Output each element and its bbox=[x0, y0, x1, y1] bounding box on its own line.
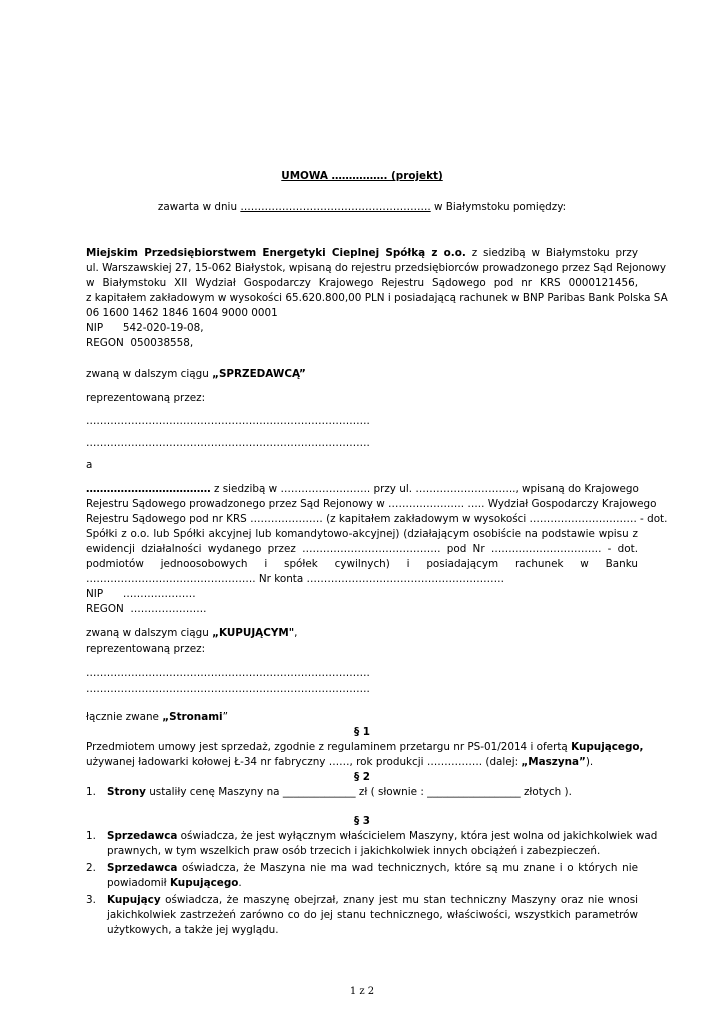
buyer-line-5: ewidencji działalności wydanego przez …………………………………. pod Nr ………………………….. - dot. bbox=[86, 543, 638, 555]
section-3-item-1-line-2: prawnych, w tym wszelkich praw osób trzecich i jakichkolwiek innych obciążeń i zabezpieczeń. bbox=[107, 845, 601, 857]
section-3-item-2-line-1: Sprzedawca oświadcza, że Maszyna nie ma wad technicznych, które są mu znane i o których nie bbox=[107, 862, 638, 874]
buyer-line-2: Rejestru Sądowego prowadzonego przez Sąd Rejonowy w …………………. ….. Wydział Gospodarczy Krajowego bbox=[86, 498, 657, 510]
buyer-line-7: …………………………………………. Nr konta ………………………………………………… bbox=[86, 573, 504, 585]
conjunction-a: a bbox=[86, 459, 93, 471]
representative-dots-1: ………………………………………………………………………. bbox=[86, 415, 370, 427]
seller-line-1: Miejskim Przedsiębiorstwem Energetyki Cieplnej Spółką z o.o. z siedzibą w Białymstoku przy bbox=[86, 247, 639, 259]
seller-alias-name: „SPRZEDAWCĄ” bbox=[212, 368, 306, 380]
section-3-item-3-line-3: użytkowych, a także jej wyglądu. bbox=[107, 924, 279, 936]
buyer-line-3: Rejestru Sądowego pod nr KRS ………………… (z kapitałem zakładowym w wysokości …………………………. - dot. bbox=[86, 513, 668, 525]
section-3-item-3-line-1: Kupujący oświadcza, że maszynę obejrzał, znany jest mu stan techniczny Maszyny oraz nie wnosi bbox=[107, 894, 638, 906]
buyer-line-1: ……………………………… z siedzibą w …………………….. przy ul. ……………………….., wpisaną do Krajowego bbox=[86, 483, 639, 495]
section-3-item-3-number: 3. bbox=[86, 894, 96, 906]
section-3-item-2-number: 2. bbox=[86, 862, 96, 874]
buyer-alias: zwaną w dalszym ciągu „KUPUJĄCYM", bbox=[86, 627, 298, 639]
seller-account: 06 1600 1462 1846 1604 9000 0001 bbox=[86, 307, 278, 319]
represented-by-label-2: reprezentowaną przez: bbox=[86, 643, 206, 655]
buyer-name-placeholder: ……………………………… bbox=[86, 483, 211, 495]
section-1-line-2: używanej ładowarki kołowej Ł-34 nr fabryczny ……, rok produkcji ……………. (dalej: „Maszyna”). bbox=[86, 756, 594, 768]
section-1-line-1: Przedmiotem umowy jest sprzedaż, zgodnie z regulaminem przetargu nr PS-01/2014 i ofertą Kupującego, bbox=[86, 741, 644, 753]
seller-line-4: z kapitałem zakładowym w wysokości 65.620.800,00 PLN i posiadającą rachunek w BNP Paribas Bank Polska SA bbox=[86, 292, 668, 304]
section-3-item-1-number: 1. bbox=[86, 830, 96, 842]
section-2-heading: § 2 bbox=[353, 771, 371, 783]
representative-dots-2: ………………………………………………………………………. bbox=[86, 437, 370, 449]
representative-dots-3: ………………………………………………………………………. bbox=[86, 667, 370, 679]
section-3-item-1-line-1: Sprzedawca oświadcza, że jest wyłącznym właścicielem Maszyny, która jest wolna od jakichkolwiek wad bbox=[107, 830, 658, 842]
section-2-item-number: 1. bbox=[86, 786, 96, 798]
contract-date-line bbox=[86, 200, 638, 215]
buyer-alias-name: „KUPUJĄCYM" bbox=[212, 627, 295, 639]
date-placeholder: ………………………………………………. bbox=[240, 201, 431, 213]
section-1-heading: § 1 bbox=[353, 726, 371, 738]
buyer-line-6: podmiotów jednoosobowych i spółek cywilnych) i posiadającym rachunek w Banku bbox=[86, 558, 638, 570]
buyer-regon: REGON …………………. bbox=[86, 603, 207, 615]
representative-dots-4: ………………………………………………………………………. bbox=[86, 683, 370, 695]
buyer-nip: NIP ………………… bbox=[86, 588, 196, 600]
section-3-item-2-line-2: powiadomił Kupującego. bbox=[107, 877, 242, 889]
date-line-prefix: zawarta w dniu bbox=[157, 201, 241, 213]
parties-definition: łącznie zwane „Stronami” bbox=[86, 711, 228, 723]
page-number: 1 z 2 bbox=[349, 986, 375, 997]
seller-alias: zwaną w dalszym ciągu „SPRZEDAWCĄ” bbox=[86, 368, 306, 380]
section-3-item-3-line-2: jakichkolwiek zastrzeżeń zarówno co do jej stanu technicznego, właściwości, wszystkich parametrów bbox=[107, 909, 638, 921]
date-line-suffix: w Białymstoku pomiędzy: bbox=[430, 201, 567, 213]
seller-line-3: w Białymstoku XII Wydział Gospodarczy Krajowego Rejestru Sądowego pod nr KRS 0000121456, bbox=[86, 277, 638, 289]
seller-nip: NIP 542-020-19-08, bbox=[86, 322, 204, 334]
section-3-heading: § 3 bbox=[353, 815, 371, 827]
seller-name: Miejskim Przedsiębiorstwem Energetyki Cieplnej Spółką z o.o. bbox=[86, 247, 466, 259]
buyer-line-4: Spółki z o.o. lub Spółki akcyjnej lub komandytowo-akcyjnej) (działającym osobiście na podstawie wpisu z bbox=[86, 528, 638, 540]
parties-name: „Stronami bbox=[162, 711, 223, 723]
seller-regon: REGON 050038558, bbox=[86, 337, 194, 349]
represented-by-label: reprezentowaną przez: bbox=[86, 392, 206, 404]
seller-line-2: ul. Warszawskiej 27, 15-062 Białystok, wpisaną do rejestru przedsiębiorców prowadzonego przez Sąd Rejonowy bbox=[86, 262, 667, 274]
section-2-price-line: Strony ustaliły cenę Maszyny na ______________ zł ( słownie : __________________ złotych ). bbox=[107, 786, 572, 798]
document-title: UMOWA ……………. (projekt) bbox=[281, 170, 443, 182]
